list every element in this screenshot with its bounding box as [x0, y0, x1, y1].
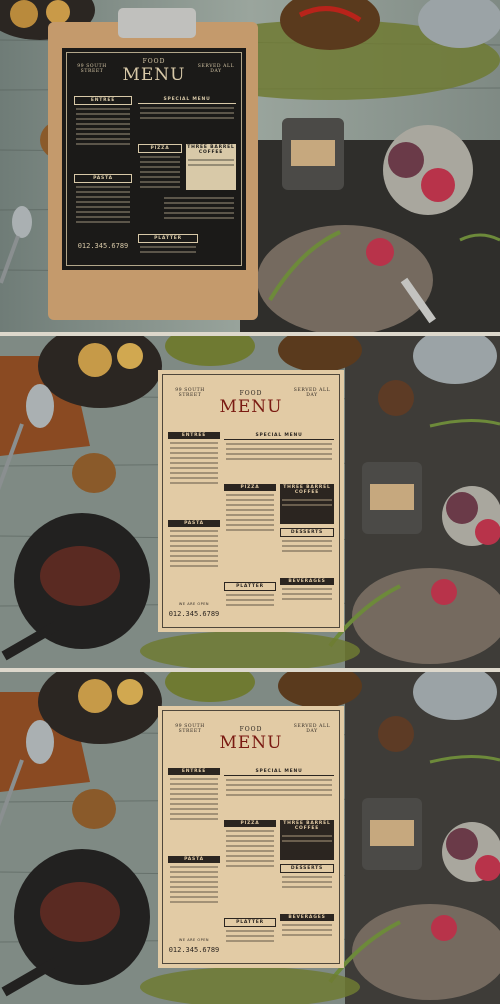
- garlic: [72, 453, 116, 493]
- pasta-heading: PASTA: [168, 856, 220, 863]
- platter-section: [224, 918, 276, 945]
- menu-title: MENU: [122, 65, 186, 85]
- beverage-heading: BEVERAGES: [280, 578, 334, 585]
- open-label: WE ARE OPEN: [178, 602, 210, 606]
- pizza-section: [224, 484, 276, 534]
- badge-right: SERVED ALL DAY: [197, 64, 235, 74]
- platter-section: [224, 582, 276, 609]
- menu-title: MENU: [219, 733, 283, 753]
- special-heading: SPECIAL MENU: [224, 432, 334, 440]
- menu-header: [168, 378, 334, 426]
- tin-label: [370, 484, 414, 510]
- steak: [40, 882, 120, 942]
- menu-title-small: FOOD: [239, 390, 263, 397]
- fig-slice: [431, 915, 457, 941]
- clipboard-clip: [118, 8, 196, 38]
- platter-heading: PLATTER: [224, 918, 276, 927]
- fig-half: [475, 519, 500, 545]
- pasta-section: [168, 856, 220, 906]
- pizza-heading: PIZZA: [224, 484, 276, 491]
- coffee-box: [280, 820, 334, 860]
- fig: [388, 142, 424, 178]
- special-heading: SPECIAL MENU: [138, 96, 236, 104]
- phone-number: 012.345.6789: [168, 610, 220, 618]
- spoon: [12, 206, 32, 238]
- potato: [78, 343, 112, 377]
- badge-right: SERVED ALL DAY: [293, 388, 331, 398]
- pasta-section: [74, 174, 132, 226]
- fig-half: [421, 168, 455, 202]
- mockup-panel-2: [0, 336, 500, 668]
- potato: [46, 0, 70, 24]
- potato: [78, 679, 112, 713]
- badge-left: 99 SOUTH STREET: [175, 388, 205, 398]
- entree-heading: ENTREE: [168, 768, 220, 775]
- peppercorns: [378, 716, 414, 752]
- menu-title-small: FOOD: [239, 726, 263, 733]
- garlic: [72, 789, 116, 829]
- special-section: [224, 768, 334, 799]
- tin-label: [291, 140, 335, 166]
- pasta-section: [168, 520, 220, 570]
- beverage-section: [280, 578, 334, 622]
- pizza-section: [224, 820, 276, 870]
- pasta-heading: PASTA: [74, 174, 132, 183]
- steak: [40, 546, 120, 606]
- coffee-heading: THREE BARREL COFFEE: [283, 485, 331, 495]
- coffee-box: [186, 144, 236, 190]
- spoon: [26, 720, 54, 764]
- menu-header: [168, 714, 334, 762]
- menu-title: MENU: [219, 397, 283, 417]
- fig-half: [475, 855, 500, 881]
- coffee-heading: THREE BARREL COFFEE: [283, 821, 331, 831]
- pizza-heading: PIZZA: [224, 820, 276, 827]
- beverage-heading: BEVERAGES: [280, 914, 334, 921]
- fig: [446, 492, 478, 524]
- open-label: WE ARE OPEN: [178, 938, 210, 942]
- fig-slice: [431, 579, 457, 605]
- phone-number: 012.345.6789: [168, 946, 220, 954]
- pasta-heading: PASTA: [168, 520, 220, 527]
- peppercorns: [378, 380, 414, 416]
- special-heading: SPECIAL MENU: [224, 768, 334, 776]
- menu-title-small: FOOD: [142, 58, 166, 65]
- coffee-box: [280, 484, 334, 524]
- dessert-heading: DESSERTS: [280, 864, 334, 873]
- entree-section: [74, 96, 132, 148]
- menu-card-dark: [62, 48, 246, 270]
- dessert-section: [162, 194, 236, 234]
- dessert-section: [280, 864, 334, 908]
- mockup-panel-1: [0, 0, 500, 332]
- entree-section: [168, 432, 220, 487]
- tin-label: [370, 820, 414, 846]
- dessert-heading: DESSERTS: [280, 528, 334, 537]
- dessert-section: [280, 528, 334, 572]
- platter-section: [138, 234, 198, 256]
- badge-left: 99 SOUTH STREET: [175, 724, 205, 734]
- coffee-heading: THREE BARREL COFFEE: [187, 145, 235, 155]
- mockup-panel-3: [0, 672, 500, 1004]
- menu-card-kraft: [158, 706, 344, 968]
- entree-heading: ENTREE: [168, 432, 220, 439]
- fig: [446, 828, 478, 860]
- platter-heading: PLATTER: [138, 234, 198, 243]
- beverage-section: [280, 914, 334, 958]
- menu-header: [72, 56, 236, 90]
- platter-heading: PLATTER: [224, 582, 276, 591]
- phone-number: 012.345.6789: [77, 242, 129, 250]
- badge-right: SERVED ALL DAY: [293, 724, 331, 734]
- special-section: [138, 96, 236, 122]
- badge-left: 99 SOUTH STREET: [77, 64, 107, 74]
- fig-slice: [366, 238, 394, 266]
- pizza-section: [138, 144, 182, 191]
- potato: [117, 679, 143, 705]
- potato: [117, 343, 143, 369]
- potato: [10, 0, 38, 28]
- spoon: [26, 384, 54, 428]
- special-section: [224, 432, 334, 463]
- entree-heading: ENTREE: [74, 96, 132, 105]
- entree-section: [168, 768, 220, 823]
- pizza-heading: PIZZA: [138, 144, 182, 153]
- menu-card-kraft: [158, 370, 344, 632]
